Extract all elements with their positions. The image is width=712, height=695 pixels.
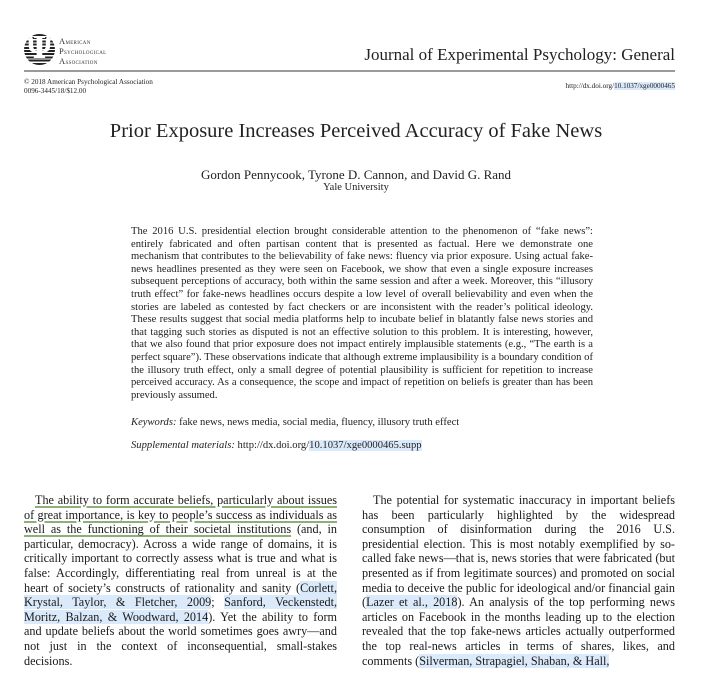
doi-link[interactable]: http://dx.doi.org/10.1037/xge0000465: [565, 82, 675, 90]
journal-title: Journal of Experimental Psychology: General: [364, 45, 675, 64]
citation-link[interactable]: Corlett, Krystal, Taylor, & Fletcher, 2009: [24, 580, 337, 610]
supplemental-materials: [131, 440, 601, 451]
publisher-name: American Psychological Association: [59, 36, 107, 66]
citation-link[interactable]: Sanford, Veckenstedt, Moritz, Balzan, & Woodward, 2014: [24, 595, 338, 624]
doi-suffix-highlight[interactable]: 10.1037/xge0000465: [614, 82, 675, 90]
supplemental-label: Supplemental materials:: [131, 440, 235, 451]
article-title: Prior Exposure Increases Perceived Accuracy of Fake News: [109, 120, 603, 142]
underlined-annotation[interactable]: The ability to form accurate beliefs, particularly about issues of great importance, is key to people’s success as individuals as well as the functioning of their societal institutions: [24, 493, 337, 537]
copyright-block: [24, 78, 153, 95]
abstract: The 2016 U.S. presidential election brought considerable attention to the phenomenon of “fake news”: entirely fabricated and often partisan content that is presented as factual. Here we demonstrate one mechanism that contributes to the believability of fake news: fluency via prior exposure. Using actual fake-news headlines presented as they were seen on Facebook, we show that even a single exposure increases subsequent perceptions of accuracy, both within the same session and after a week. Moreover, this “illusory truth effect” for fake-news headlines occurs despite a low level of overall believability and even when the stories are labeled as contested by fact checkers or are inconsistent with the reader’s political ideology. These results suggest that social media platforms help to incubate belief in blatantly false news stories and that tagging such stories as disputed is not an effective solution to this problem. It is interesting, however, that we also found that prior exposure does not impact entirely implausible statements (e.g., “The earth is a perfect square”). These observations indicate that although extreme implausibility is a boundary condition of the illusory truth effect, only a small degree of potential plausibility is sufficient for repetition to increase perceived accuracy. As a consequence, the scope and impact of repetition on beliefs is greater than has been previously assumed.: [131, 226, 593, 401]
copyright-text: © 2018 American Psychological Association: [24, 78, 153, 86]
apa-logo-icon: Ψ: [25, 34, 54, 65]
keywords-list: fake news, news media, social media, fluency, illusory truth effect: [179, 417, 460, 428]
body-column-right: The potential for systematic inaccuracy in important beliefs has been particularly highlighted by the widespread consumption of disinformation during the 2016 U.S. presidential election. This is most notably exemplified by so-called fake news—that is, news stories that were fabricated (but presented as if from legitimate sources) and promoted on social media to deceive the public for ideological and/or financial gain (Lazer et al., 2018). An analysis of the top performing news articles on Facebook in the months leading up to the election revealed that the top fake-news articles actually outperformed the top real-news articles in terms of shares, likes, and comments (Silverman, Strapagiel, Shaban, & Hall,: [362, 493, 675, 668]
supplemental-link[interactable]: http://dx.doi.org/10.1037/xge0000465.supp: [237, 440, 422, 451]
keywords-label: Keywords:: [131, 417, 177, 428]
issn-price: 0096-3445/18/$12.00: [24, 86, 87, 95]
citation-link[interactable]: Silverman, Strapagiel, Shaban, & Hall,: [419, 653, 610, 668]
citation-link[interactable]: Lazer et al., 2018: [366, 595, 458, 610]
header-rule: [24, 70, 675, 72]
affiliation: Yale University: [323, 182, 389, 193]
body-column-left: The ability to form accurate beliefs, particularly about issues of great importance, is key to people’s success as individuals as well as the functioning of their societal institutions (and, in particular, democracy). Across a wide range of domains, it is critically important to correctly assess what is true and what is false: Accordingly, differentiating real from unreal is at the heart of society’s constructs of rationality and sanity (Corlett, Krystal, Taylor, & Fletcher, 2009; Sanford, Veckenstedt, Moritz, Balzan, & Woodward, 2014). Yet the ability to form and update beliefs about the world sometimes goes awry—and not just in the context of inconsequential, small-stakes decisions.: [24, 493, 338, 668]
authors: Gordon Pennycook, Tyrone D. Cannon, and David G. Rand: [200, 167, 512, 182]
keywords: [131, 417, 601, 428]
